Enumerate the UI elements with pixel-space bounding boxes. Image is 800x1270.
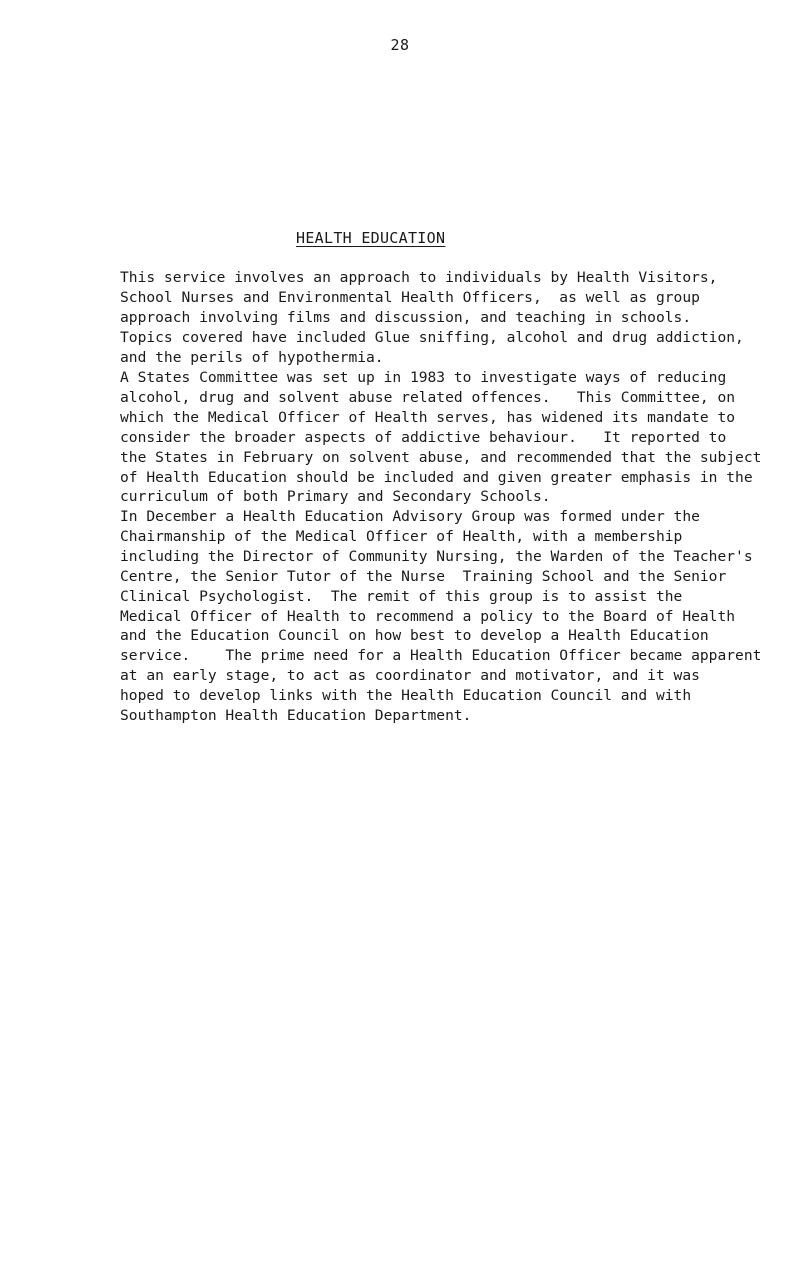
text-line: at an early stage, to act as coordinator and motivator, and it was — [120, 667, 700, 685]
text-line: approach involving films and discussion, and teaching in schools. — [120, 308, 692, 326]
text-line: hoped to develop links with the Health Education Council and with — [120, 687, 692, 705]
text-line: Chairmanship of the Medical Officer of Health, with a membership — [120, 527, 683, 545]
paragraph-service-overview — [120, 268, 750, 368]
text-line: This service involves an approach to individuals by Health Visitors, — [120, 269, 718, 286]
text-line: Clinical Psychologist. The remit of this group is to assist the — [120, 587, 683, 605]
text-line: Centre, the Senior Tutor of the Nurse Training School and the Senior — [120, 567, 727, 585]
text-line: of Health Education should be included and given greater emphasis in the — [120, 468, 753, 486]
text-line: service. The prime need for a Health Education Officer became apparent — [120, 647, 762, 665]
text-line: and the perils of hypothermia. — [120, 348, 384, 366]
text-line: consider the broader aspects of addictive behaviour. It reported to — [120, 428, 727, 446]
text-line: In December a Health Education Advisory Group was formed under the — [120, 508, 700, 525]
text-line: Medical Officer of Health to recommend a policy to the Board of Health — [120, 607, 736, 625]
text-line: School Nurses and Environmental Health Officers, as well as group — [120, 288, 700, 306]
text-line: and the Education Council on how best to develop a Health Education — [120, 627, 709, 645]
section-heading: HEALTH EDUCATION — [296, 229, 446, 247]
paragraph-advisory-group — [120, 507, 762, 726]
paragraph-states-committee — [120, 368, 762, 507]
text-line: alcohol, drug and solvent abuse related offences. This Committee, on — [120, 388, 736, 406]
text-line: curriculum of both Primary and Secondary Schools. — [120, 488, 551, 506]
text-line: Topics covered have included Glue sniffing, alcohol and drug addiction, — [120, 328, 744, 346]
text-line: including the Director of Community Nursing, the Warden of the Teacher's — [120, 547, 753, 565]
page-number: 28 — [390, 36, 410, 54]
text-line: the States in February on solvent abuse, and recommended that the subject — [120, 448, 762, 466]
text-line: Southampton Health Education Department. — [120, 707, 472, 725]
text-line: A States Committee was set up in 1983 to investigate ways of reducing — [120, 369, 727, 386]
text-line: which the Medical Officer of Health serves, has widened its mandate to — [120, 408, 736, 426]
